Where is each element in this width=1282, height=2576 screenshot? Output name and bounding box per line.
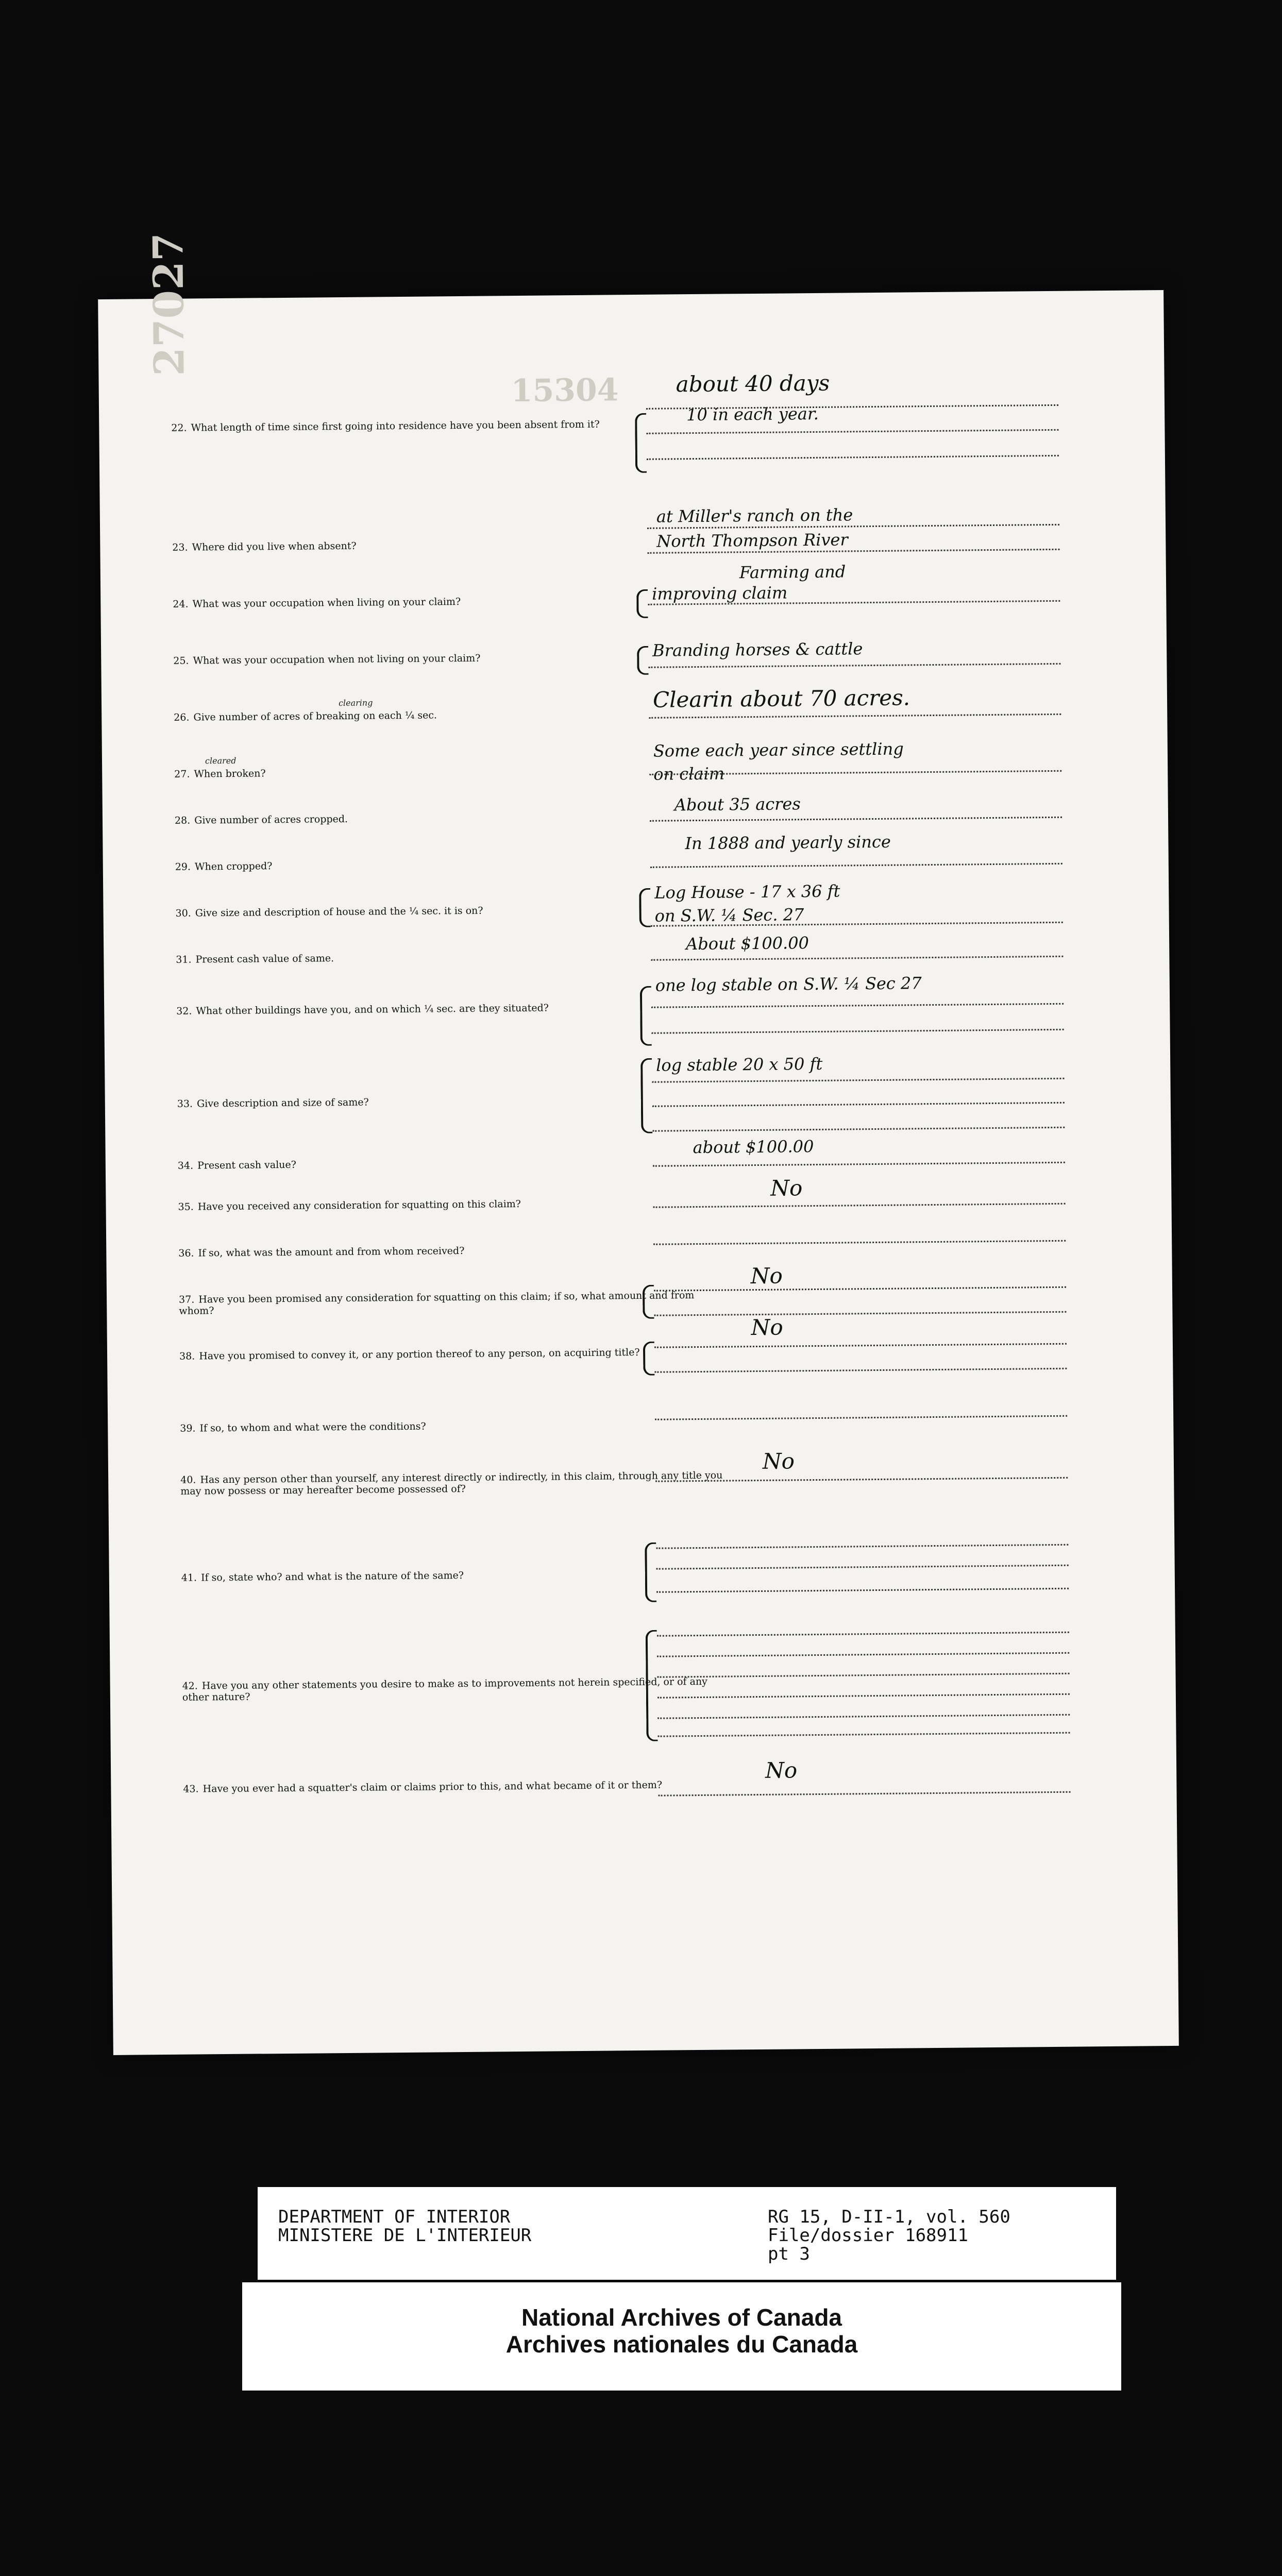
question-text: 22. What length of time since first going into residence have you been absent from it?	[171, 418, 600, 434]
answer-handwritten: one log stable on S.W. ¼ Sec 27	[655, 973, 922, 995]
question-row-43	[111, 1757, 1176, 1795]
question-text: 23. Where did you live when absent?	[172, 540, 357, 553]
question-text: 25. What was your occupation when not living on your claim?	[173, 652, 481, 667]
question-row-39	[108, 1414, 1173, 1434]
question-row-33	[105, 1054, 1171, 1110]
answer-handwritten: No	[765, 1757, 798, 1783]
faint-stamp-number: 27027	[144, 232, 194, 377]
answer-handwritten: about 40 days	[676, 370, 830, 397]
handwritten-insertion: clearing	[338, 698, 373, 708]
question-text: 26. Give number of acres of breaking on each ¼ sec.	[174, 709, 437, 723]
question-text: 24. What was your occupation when living on your claim?	[173, 596, 461, 610]
question-text: 28. Give number of acres cropped.	[174, 813, 348, 826]
question-row-32	[104, 973, 1170, 1017]
answer-handwritten: Log House - 17 x 36 ft	[654, 881, 840, 903]
question-text: 35. Have you received any consideration for squatting on this claim?	[178, 1198, 521, 1213]
question-row-29	[103, 832, 1169, 873]
question-row-30	[103, 881, 1169, 926]
question-text: 39. If so, to whom and what were the conditions?	[180, 1420, 426, 1434]
answer-handwritten: on claim	[653, 764, 725, 784]
question-row-24	[100, 562, 1166, 610]
answer-handwritten: on S.W. ¼ Sec. 27	[654, 905, 804, 926]
answer-handwritten: About $100.00	[685, 933, 809, 954]
answer-handwritten: Some each year since settling	[653, 739, 904, 761]
question-text: 41. If so, state who? and what is the nature of the same?	[181, 1569, 464, 1584]
question-text: 43. Have you ever had a squatter's claim or claims prior to this, and what became of it or them?	[183, 1779, 663, 1795]
question-row-40	[108, 1448, 1174, 1497]
answer-handwritten: Clearin about 70 acres.	[652, 685, 910, 713]
question-row-36	[106, 1239, 1172, 1259]
department-name: DEPARTMENT OF INTERIOR MINISTERE DE L'INTERIEUR	[278, 2207, 532, 2246]
record-reference: RG 15, D-II-1, vol. 560 File/dossier 168911 pt 3	[768, 2207, 1010, 2264]
answer-handwritten: No	[750, 1263, 783, 1289]
question-text: 27. When broken?	[174, 768, 266, 780]
question-row-28	[103, 794, 1168, 826]
answer-handwritten: at Miller's ranch on the	[656, 505, 853, 527]
question-text: 38. Have you promised to convey it, or any portion thereof to any person, on acquiring title?	[179, 1346, 640, 1362]
answer-handwritten: Farming and	[739, 562, 846, 583]
question-text: 37. Have you been promised any consideration for squatting on this claim; if so, what amount and from whom?	[179, 1290, 695, 1317]
answer-handwritten: No	[770, 1175, 803, 1201]
question-text: 36. If so, what was the amount and from whom received?	[178, 1245, 465, 1259]
question-row-37	[107, 1263, 1172, 1317]
question-text: 34. Present cash value?	[177, 1159, 296, 1172]
archive-reference-label	[258, 2187, 1116, 2280]
answer-handwritten: Branding horses & cattle	[652, 639, 863, 660]
answer-handwritten: About 35 acres	[674, 794, 801, 815]
question-row-41	[109, 1564, 1175, 1584]
question-row-31	[104, 933, 1169, 965]
answer-handwritten: about $100.00	[693, 1137, 814, 1158]
question-row-26	[102, 685, 1167, 723]
answer-handwritten: No	[762, 1448, 795, 1474]
archives-banner	[242, 2282, 1121, 2391]
question-text: 32. What other buildings have you, and on which ¼ sec. are they situated?	[176, 1002, 549, 1017]
question-row-27	[102, 739, 1168, 784]
answer-handwritten: improving claim	[652, 583, 788, 604]
question-text: 30. Give size and description of house and the ¼ sec. it is on?	[175, 905, 483, 919]
faint-stamp-number-2: 15304	[511, 372, 619, 410]
question-text: 40. Has any person other than yourself, any interest directly or indirectly, in this claim, through any title you may now possess or may hereafter become possessed of?	[180, 1469, 723, 1497]
archives-name: National Archives of Canada Archives nationales du Canada	[505, 2304, 858, 2358]
answer-handwritten: In 1888 and yearly since	[685, 832, 891, 854]
form-page	[98, 232, 1179, 2055]
handwritten-insertion: cleared	[205, 755, 237, 766]
question-row-25	[101, 639, 1167, 667]
question-text: 33. Give description and size of same?	[177, 1096, 369, 1110]
question-text: 31. Present cash value of same.	[176, 953, 334, 965]
answer-handwritten: No	[751, 1314, 783, 1341]
answer-handwritten: North Thompson River	[656, 530, 848, 551]
question-row-42	[110, 1672, 1176, 1703]
question-row-34	[106, 1137, 1171, 1172]
question-text: 29. When cropped?	[175, 860, 273, 873]
answer-handwritten: log stable 20 x 50 ft	[656, 1054, 823, 1075]
question-row-23	[100, 505, 1166, 553]
question-row-35	[106, 1175, 1171, 1213]
answer-handwritten: 10 in each year.	[686, 403, 819, 425]
question-row-38	[107, 1314, 1173, 1362]
question-text: 42. Have you any other statements you desire to make as to improvements not herein specified, or of any other nature?	[182, 1675, 707, 1703]
